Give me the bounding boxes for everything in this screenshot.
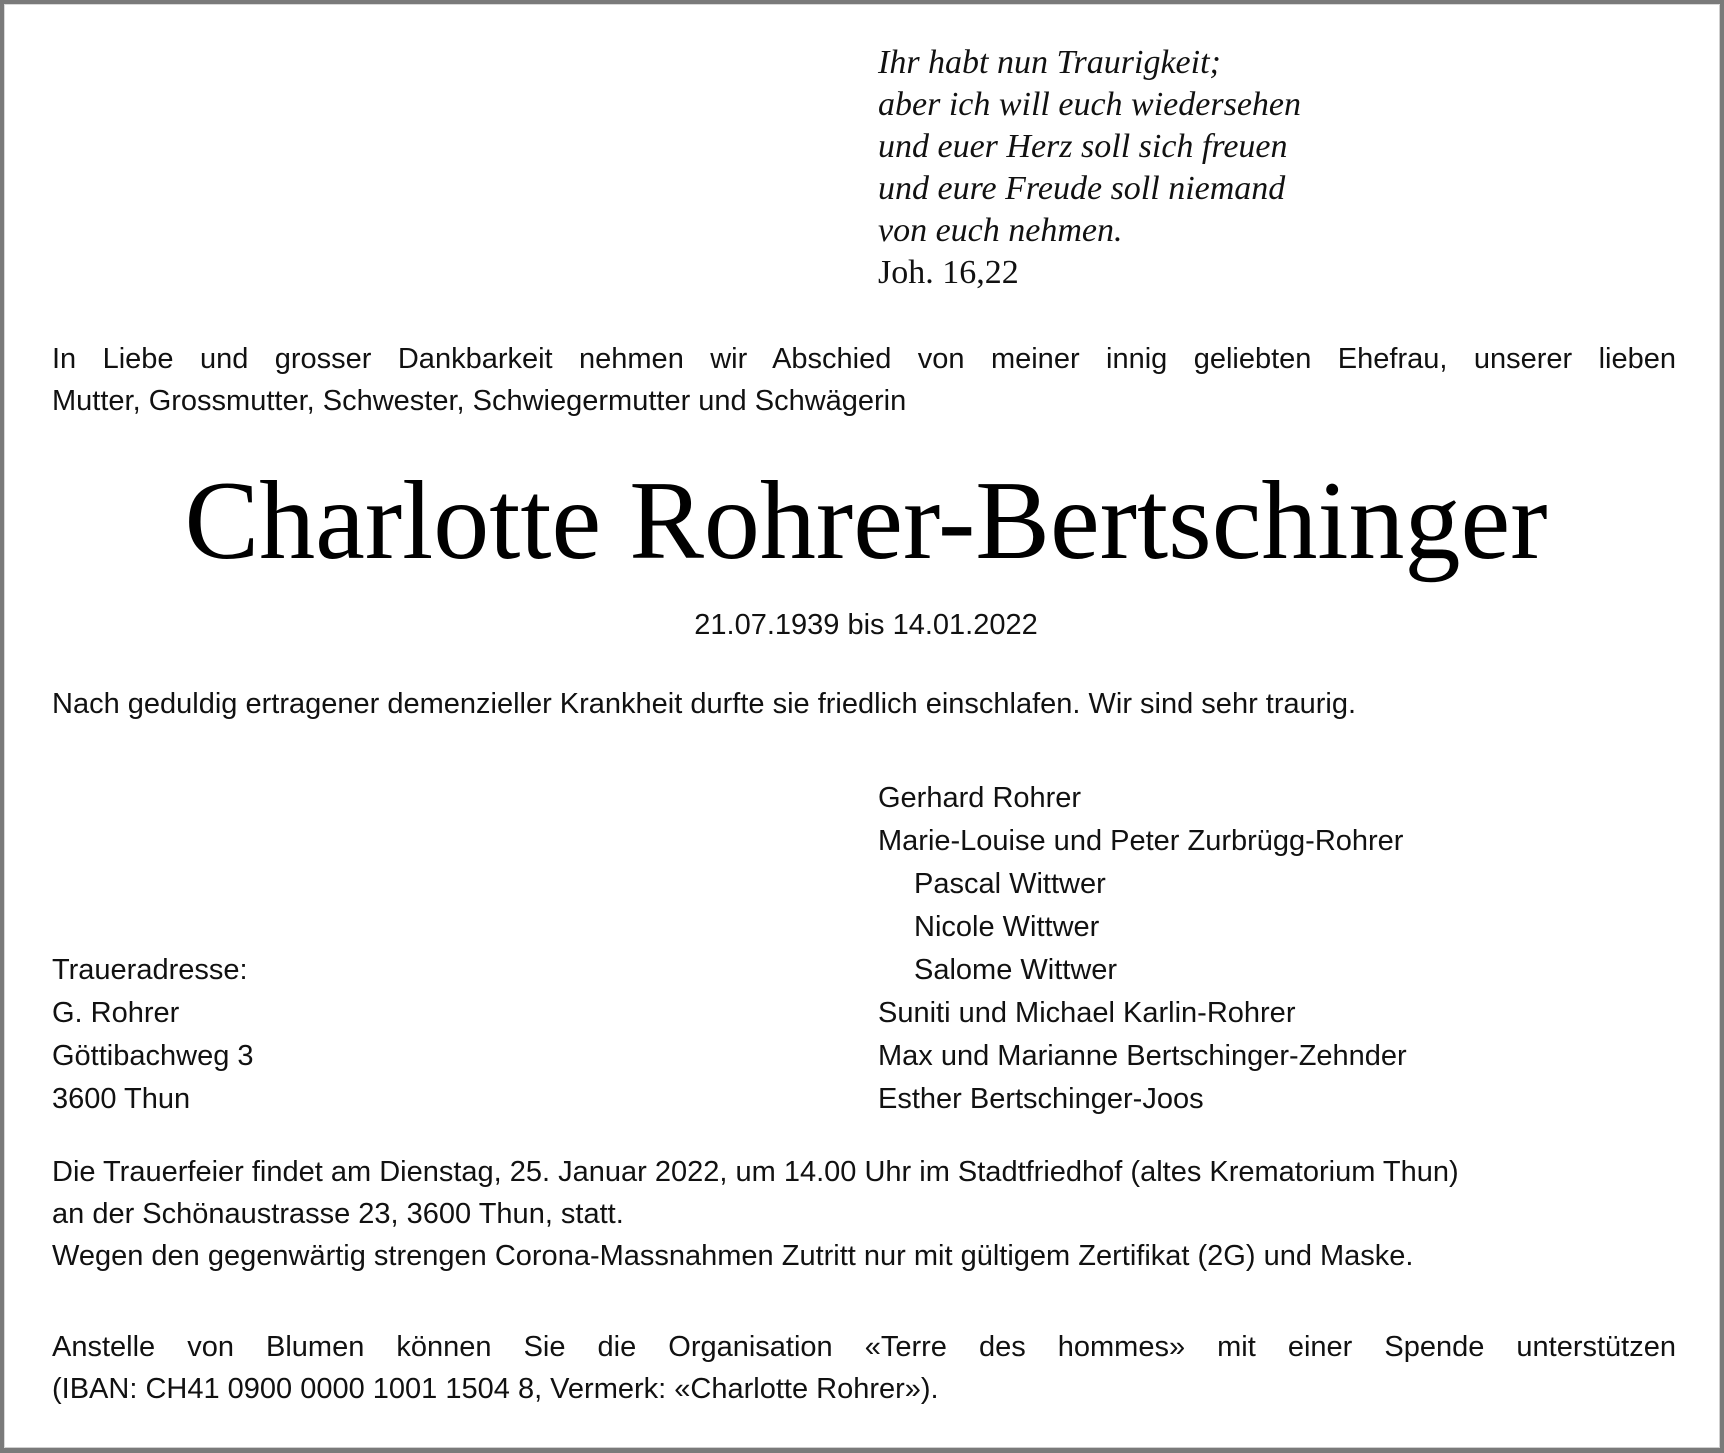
statement-paragraph <box>52 683 1676 725</box>
obituary-notice <box>4 4 1720 1448</box>
family-member: Suniti und Michael Karlin-Rohrer <box>878 997 1296 1029</box>
address-city: 3600 Thun <box>52 1083 191 1115</box>
address-name: G. Rohrer <box>52 997 180 1029</box>
ceremony-line-1: Die Trauerfeier findet am Dienstag, 25. Januar 2022, um 14.00 Uhr im Stadtfriedhof (altes Krematorium Thun) <box>52 1156 1459 1188</box>
verse-reference: Joh. 16,22 <box>878 254 1019 291</box>
ceremony-line-3: Wegen den gegenwärtig strengen Corona-Massnahmen Zutritt nur mit gültigem Zertifikat (2G) und Maske. <box>52 1240 1414 1272</box>
verse-line: und eure Freude soll niemand <box>878 170 1286 207</box>
deceased-name: Charlotte Rohrer-Bertschinger <box>184 459 1548 583</box>
intro-paragraph <box>52 338 1676 422</box>
intro-line-2: Mutter, Grossmutter, Schwester, Schwiegermutter und Schwägerin <box>52 385 907 417</box>
ceremony-paragraph <box>52 1151 1676 1277</box>
verse-line: aber ich will euch wiedersehen <box>878 86 1302 123</box>
donation-line-2: (IBAN: CH41 0900 0000 1001 1504 8, Vermerk: «Charlotte Rohrer»). <box>52 1373 939 1405</box>
family-list <box>878 777 1407 1121</box>
donation-line-1: Anstelle von Blumen können Sie die Organisation «Terre des hommes» mit einer Spende unterstützen <box>52 1331 1676 1363</box>
family-member: Esther Bertschinger-Joos <box>878 1083 1204 1115</box>
life-dates: 21.07.1939 bis 14.01.2022 <box>694 609 1038 641</box>
family-member: Pascal Wittwer <box>914 868 1106 900</box>
bible-verse <box>878 42 1301 294</box>
intro-line-1: In Liebe und grosser Dankbarkeit nehmen wir Abschied von meiner innig geliebten Ehefrau, unserer lieben <box>52 343 1676 375</box>
verse-line: Ihr habt nun Traurigkeit; <box>878 44 1221 81</box>
statement-text: Nach geduldig ertragener demenzieller Krankheit durfte sie friedlich einschlafen. Wir sind sehr traurig. <box>52 688 1357 720</box>
family-member: Nicole Wittwer <box>914 911 1100 943</box>
address-street: Göttibachweg 3 <box>52 1040 254 1072</box>
family-member: Marie-Louise und Peter Zurbrügg-Rohrer <box>878 825 1404 857</box>
family-member: Gerhard Rohrer <box>878 782 1082 814</box>
ceremony-line-2: an der Schönaustrasse 23, 3600 Thun, statt. <box>52 1198 624 1230</box>
family-member: Max und Marianne Bertschinger-Zehnder <box>878 1040 1407 1072</box>
address-label: Traueradresse: <box>52 954 248 986</box>
family-member: Salome Wittwer <box>914 954 1118 986</box>
mourning-address <box>52 949 254 1121</box>
verse-line: und euer Herz soll sich freuen <box>878 128 1288 165</box>
verse-line: von euch nehmen. <box>878 212 1123 249</box>
donation-paragraph <box>52 1326 1676 1410</box>
